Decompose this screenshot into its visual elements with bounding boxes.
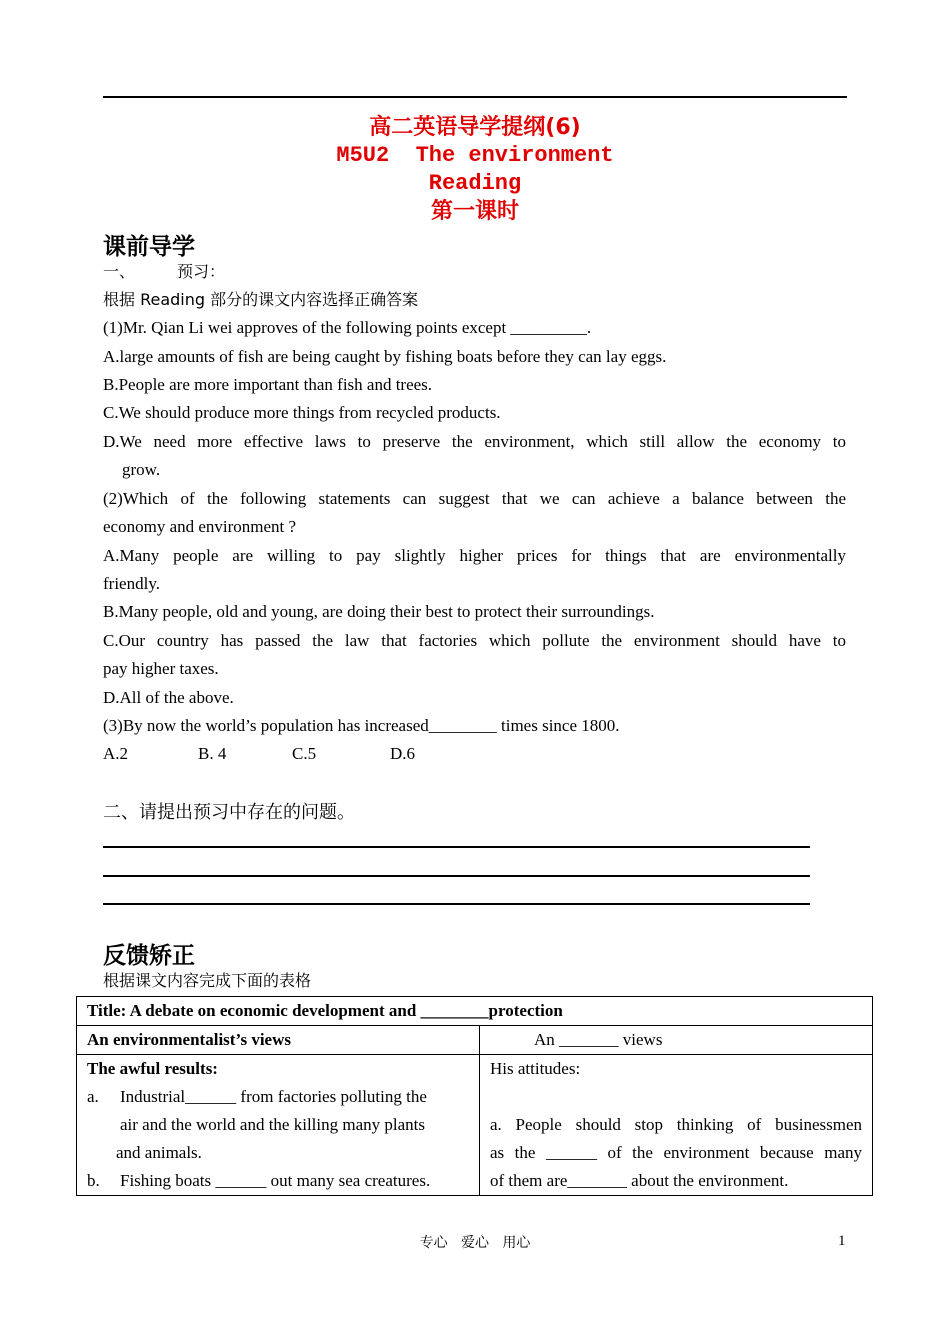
q1-option-b: B.People are more important than fish and trees. [103, 375, 433, 394]
item1-number: 一、 [103, 262, 136, 281]
left-item-a-cont2: and animals. [116, 1143, 202, 1162]
header-rule [103, 96, 847, 98]
table-title: Title: A debate on economic development and ________protection [77, 997, 873, 1026]
q1-option-a: A.large amounts of fish are being caught by fishing boats before they can lay eggs. [103, 347, 667, 366]
q3-option-c: C.5 [292, 744, 317, 763]
right-item-a: a. People should stop thinking of businessmen [490, 1115, 862, 1134]
q1-option-c: C.We should produce more things from recycled products. [103, 403, 501, 422]
q1-stem: (1)Mr. Qian Li wei approves of the following points except _________. [103, 318, 592, 337]
left-content-cell [77, 1055, 480, 1196]
footer-motto: 专心 爱心 用心 [419, 1235, 531, 1251]
q3-option-d: D.6 [390, 744, 416, 763]
table-title-row [77, 997, 873, 1026]
q2-stem: (2)Which of the following statements can suggest that we can achieve a balance between the [103, 489, 846, 508]
answer-line-1[interactable] [103, 846, 810, 848]
table-header-row [77, 1026, 873, 1055]
col-other-header: An _______ views [480, 1026, 873, 1055]
debate-table [76, 996, 873, 1196]
col-environmentalist-header: An environmentalist’s views [77, 1026, 480, 1055]
unit-title: M5U2 The environment [336, 143, 614, 168]
q3-option-a: A.2 [103, 744, 129, 763]
q2-option-c-cont: pay higher taxes. [103, 659, 219, 678]
q1-option-d: D.We need more effective laws to preserve the environment, which still allow the economy to [103, 432, 846, 451]
q3-stem: (3)By now the world’s population has increased________ times since 1800. [103, 716, 620, 735]
q1-option-d-cont: grow. [122, 460, 161, 479]
q2-option-a: A.Many people are willing to pay slightly higher prices for things that are environmentally [103, 546, 846, 565]
right-content-cell [480, 1055, 873, 1196]
left-item-b: b. Fishing boats ______ out many sea creatures. [87, 1171, 431, 1190]
section-title: Reading [428, 171, 522, 196]
right-heading: His attitudes: [490, 1059, 581, 1078]
table-content-row [77, 1055, 873, 1196]
answer-line-3[interactable] [103, 903, 810, 905]
q2-stem-cont: economy and environment ? [103, 517, 297, 536]
page-number: 1 [838, 1233, 846, 1249]
left-item-a: a. Industrial______ from factories polluting the [87, 1087, 427, 1106]
preview-item1 [103, 258, 846, 286]
doc-title: 高二英语导学提纲(6) [369, 115, 581, 140]
preview-item2: 二、请提出预习中存在的问题。 [103, 802, 355, 823]
q2-option-b: B.Many people, old and young, are doing their best to protect their surroundings. [103, 602, 655, 621]
feedback-instruction: 根据课文内容完成下面的表格 [103, 971, 312, 990]
q2-option-a-cont: friendly. [103, 574, 160, 593]
q2-option-c: C.Our country has passed the law that factories which pollute the environment should have to [103, 631, 846, 650]
q3-options [103, 740, 846, 768]
right-item-a-cont: as the ______ of the environment because many [490, 1143, 862, 1162]
feedback-heading: 反馈矫正 [103, 943, 195, 969]
item1-label: 预习： [177, 262, 226, 281]
preview-instruction: 根据 Reading 部分的课文内容选择正确答案 [103, 290, 419, 309]
q2-option-d: D.All of the above. [103, 688, 234, 707]
preview-heading: 课前导学 [103, 234, 195, 260]
title-block [0, 114, 950, 226]
left-item-a-cont: air and the world and the killing many plants [120, 1115, 425, 1134]
answer-line-2[interactable] [103, 875, 810, 877]
left-heading: The awful results: [87, 1059, 218, 1078]
right-item-a-cont2: of them are_______ about the environment. [490, 1171, 789, 1190]
q3-option-b: B. 4 [198, 744, 227, 763]
lesson-title: 第一课时 [430, 199, 519, 224]
